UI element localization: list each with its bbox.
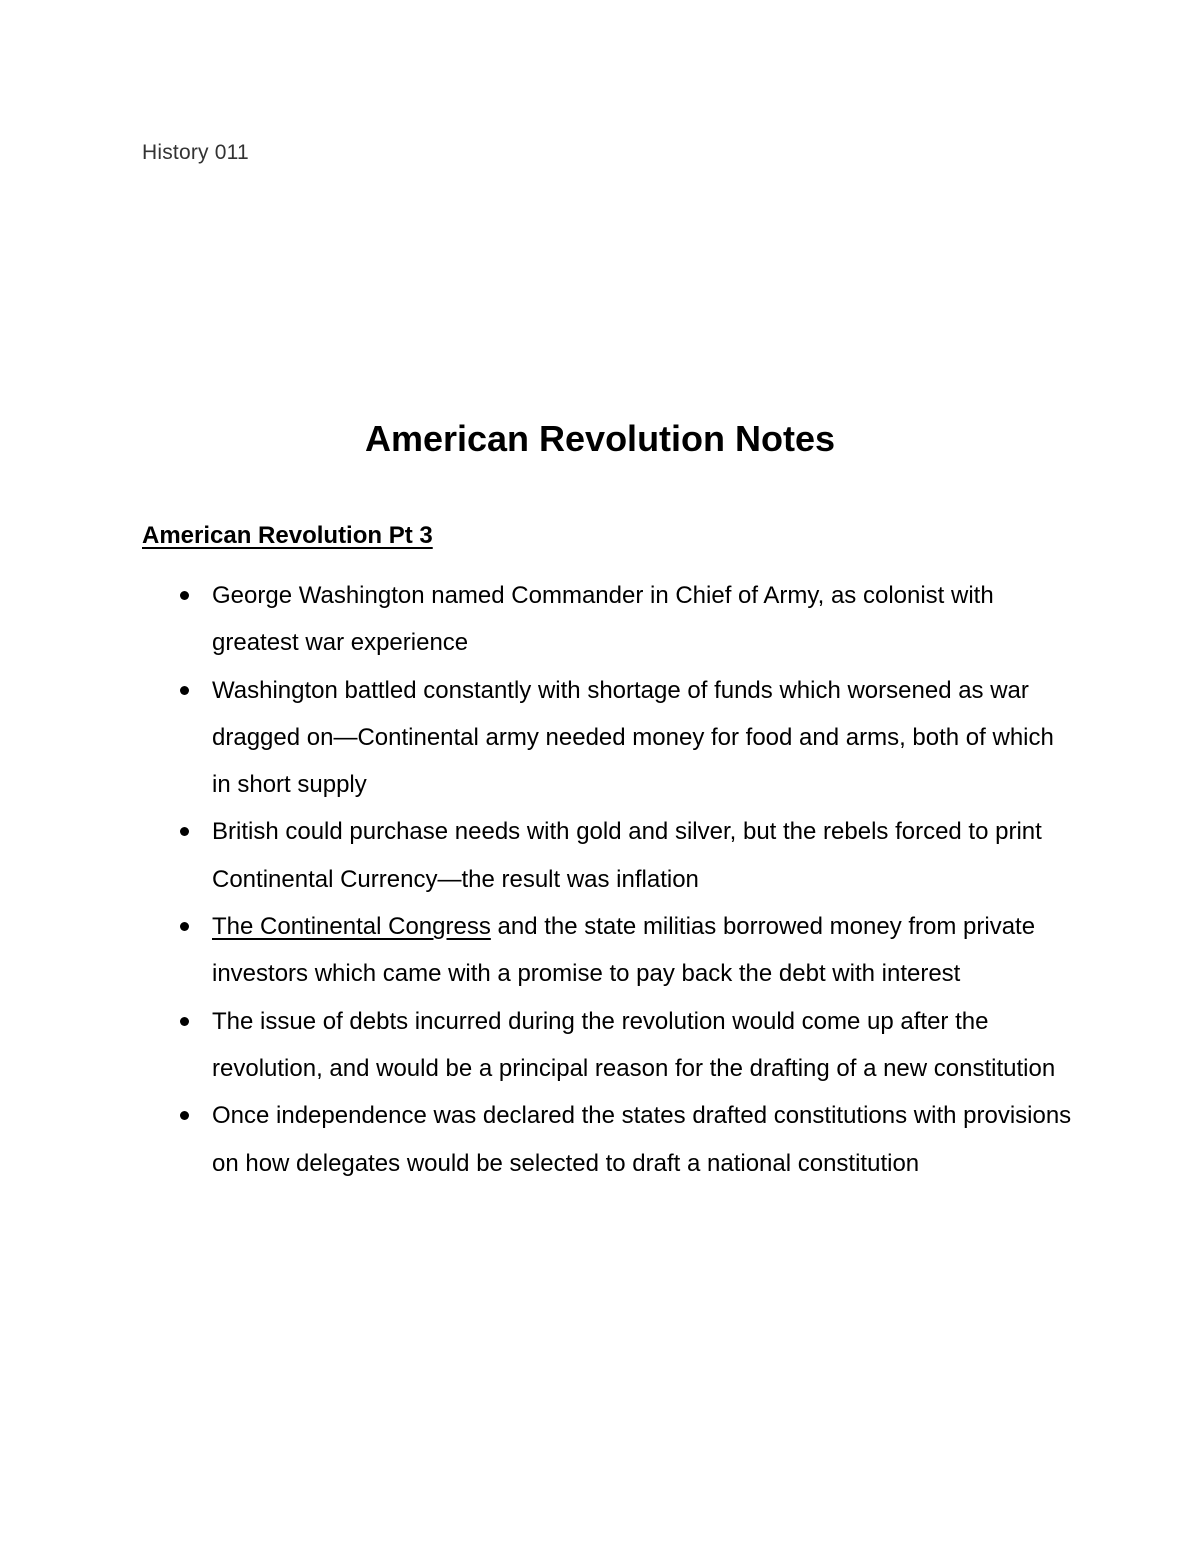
note-item (142, 808, 1072, 903)
bullet-icon (180, 827, 189, 836)
note-item (142, 572, 1072, 667)
note-text: George Washington named Commander in Chief of Army, as colonist with greatest war experience (212, 582, 994, 657)
note-text: British could purchase needs with gold and silver, but the rebels forced to print Continental Currency—the result was inflation (212, 818, 1042, 893)
note-item (142, 903, 1072, 998)
section-heading: American Revolution Pt 3 (142, 522, 433, 549)
bullet-icon (180, 686, 189, 695)
bullet-icon (180, 1017, 189, 1026)
continental-congress-link[interactable]: The Continental Congress (212, 913, 491, 941)
course-header: History 011 (142, 141, 249, 164)
note-text: Once independence was declared the states drafted constitutions with provisions on how delegates would be selected to draft a national constitution (212, 1102, 1072, 1177)
bullet-icon (180, 1111, 189, 1120)
note-text: and the state militias borrowed money from private investors which came with a promise to pay back the debt with interest (212, 913, 1036, 988)
notes-list (142, 572, 1072, 1187)
note-item (142, 1092, 1072, 1187)
note-item (142, 667, 1072, 809)
note-text: The issue of debts incurred during the revolution would come up after the revolution, and would be a principal reason for the drafting of a new constitution (212, 1007, 1056, 1082)
note-item (142, 998, 1072, 1093)
note-text: Washington battled constantly with shortage of funds which worsened as war dragged on—Continental army needed money for food and arms, both of which in short supply (212, 676, 1054, 799)
bullet-icon (180, 922, 189, 931)
document-title: American Revolution Notes (364, 418, 836, 459)
bullet-icon (180, 591, 189, 600)
